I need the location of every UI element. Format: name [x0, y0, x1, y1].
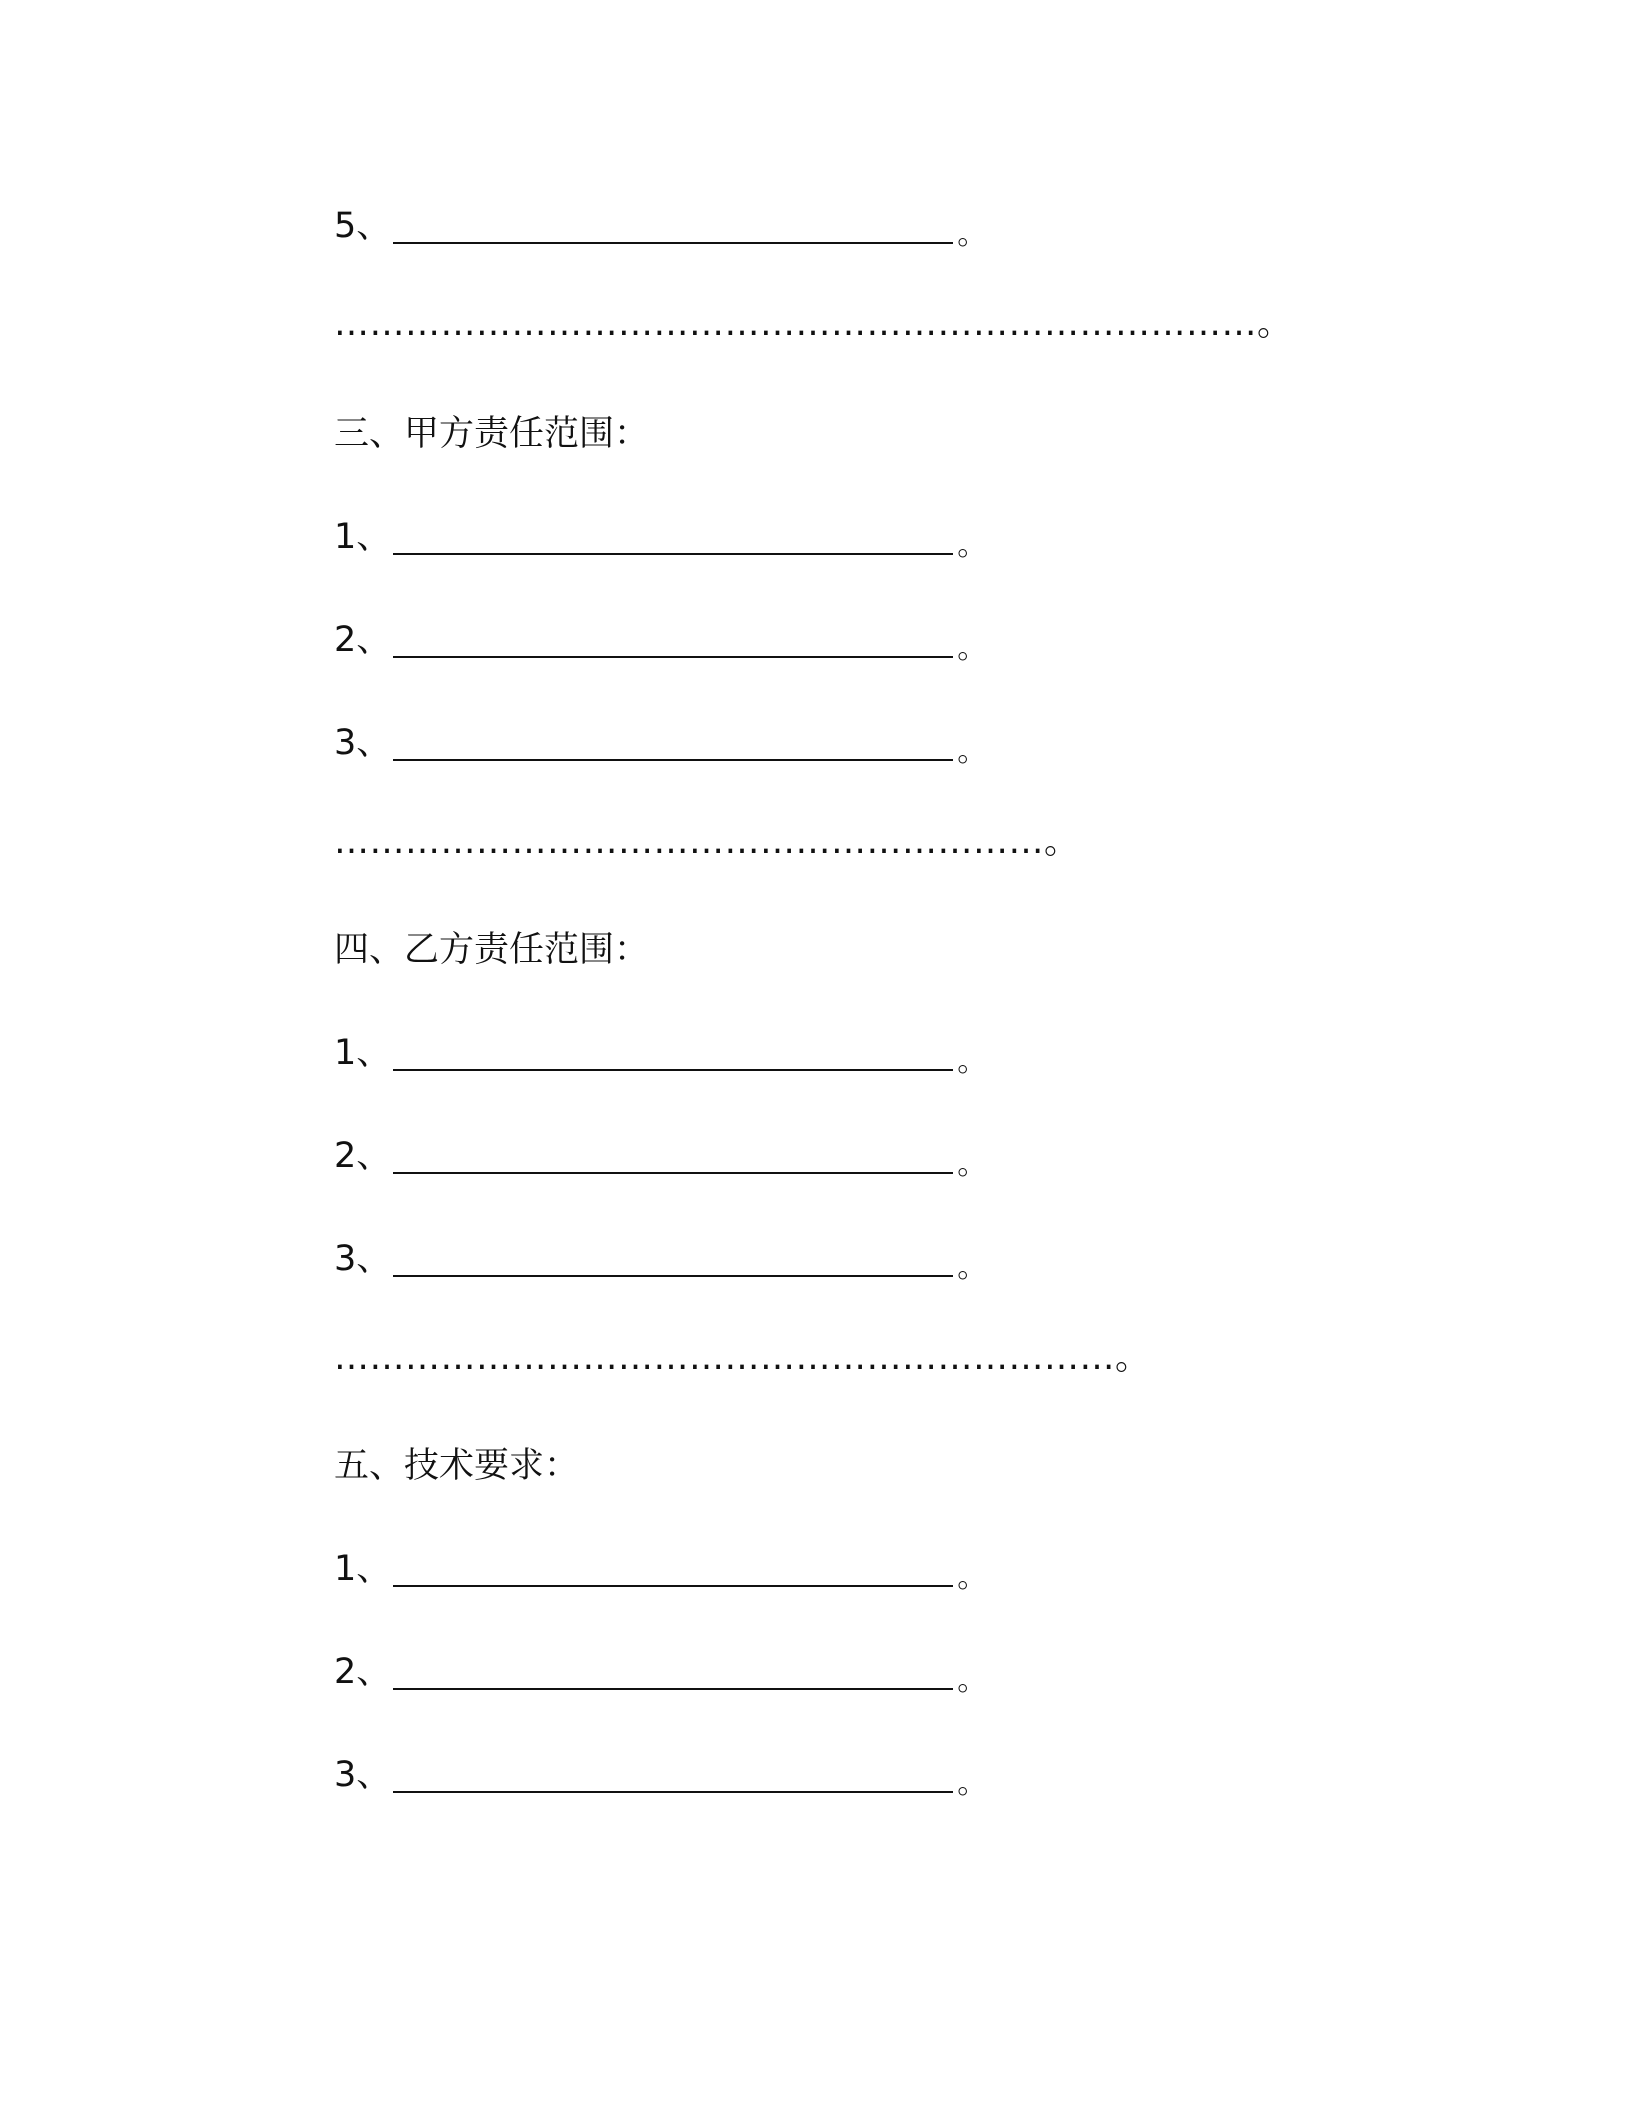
item-number: 1、	[334, 1549, 392, 1589]
fill-in-blank[interactable]	[393, 212, 953, 244]
list-item	[334, 1733, 988, 1801]
list-item	[334, 1630, 988, 1698]
item-number: 3、	[334, 1755, 392, 1795]
item-period: 。	[957, 1044, 988, 1079]
item-number: 1、	[334, 517, 392, 557]
item-number: 2、	[334, 1136, 392, 1176]
fill-in-blank[interactable]	[393, 523, 953, 555]
item-number: 3、	[334, 1239, 392, 1279]
list-item	[334, 701, 988, 769]
list-item	[334, 1114, 988, 1182]
fill-in-blank[interactable]	[393, 626, 953, 658]
section-heading-party-b: 四、乙方责任范围：	[334, 930, 650, 970]
item-period: 。	[957, 1147, 988, 1182]
item-period: 。	[957, 1560, 988, 1595]
list-item	[334, 495, 988, 563]
list-item	[334, 598, 988, 666]
section-heading-party-a: 三、甲方责任范围：	[334, 414, 650, 454]
item-period: 。	[957, 528, 988, 563]
list-item	[334, 1527, 988, 1595]
list-item-5	[334, 184, 988, 252]
item-period: 。	[957, 1250, 988, 1285]
fill-in-blank[interactable]	[393, 1142, 953, 1174]
item-number: 2、	[334, 1652, 392, 1692]
fill-in-blank[interactable]	[393, 1245, 953, 1277]
list-item	[334, 1011, 988, 1079]
list-item	[334, 1217, 988, 1285]
item-period: 。	[957, 1663, 988, 1698]
item-period: 。	[957, 217, 988, 252]
ellipsis-line: ……………………………………………………………………。	[334, 304, 1293, 344]
section-heading-technical: 五、技术要求：	[334, 1446, 580, 1486]
ellipsis-line: ……………………………………………………。	[334, 822, 1080, 862]
item-period: 。	[957, 734, 988, 769]
item-number: 3、	[334, 723, 392, 763]
item-number: 1、	[334, 1033, 392, 1073]
fill-in-blank[interactable]	[393, 729, 953, 761]
item-period: 。	[957, 631, 988, 666]
ellipsis-line: …………………………………………………………。	[334, 1338, 1151, 1378]
item-period: 。	[957, 1766, 988, 1801]
item-number: 2、	[334, 620, 392, 660]
item-number: 5、	[334, 206, 392, 246]
fill-in-blank[interactable]	[393, 1761, 953, 1793]
fill-in-blank[interactable]	[393, 1039, 953, 1071]
fill-in-blank[interactable]	[393, 1555, 953, 1587]
fill-in-blank[interactable]	[393, 1658, 953, 1690]
